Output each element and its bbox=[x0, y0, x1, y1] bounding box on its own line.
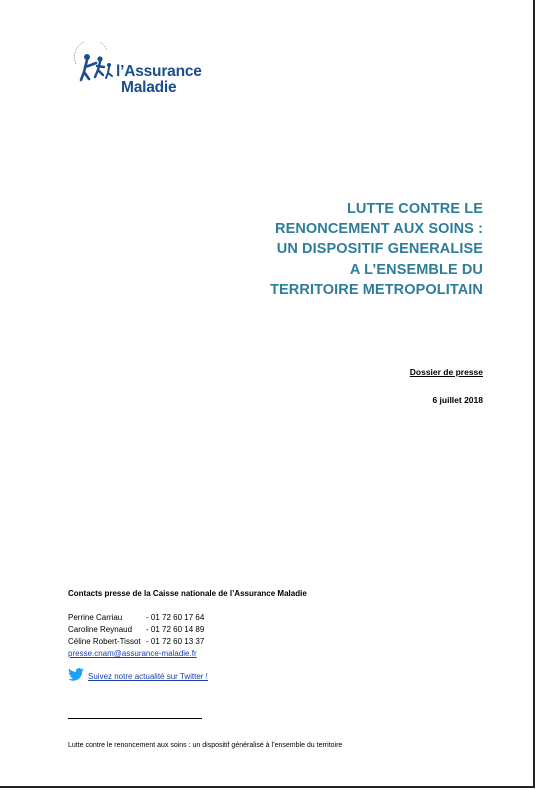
contact-phone: - 01 72 60 13 37 bbox=[146, 637, 205, 646]
footer-divider bbox=[68, 718, 202, 719]
document-kind: Dossier de presse bbox=[409, 367, 483, 377]
twitter-link[interactable]: Suivez notre actualité sur Twitter ! bbox=[88, 672, 208, 681]
title-line: TERRITOIRE METROPOLITAIN bbox=[270, 281, 483, 298]
title-line: LUTTE CONTRE LE bbox=[346, 201, 483, 217]
contact-name: Céline Robert-Tissot bbox=[68, 637, 141, 646]
contact-list bbox=[68, 612, 307, 660]
contact-phone: - 01 72 60 17 64 bbox=[146, 613, 205, 622]
contact-row bbox=[68, 636, 307, 648]
title-line: UN DISPOSITIF GENERALISE bbox=[276, 241, 483, 258]
logo-line-1: l’Assurance bbox=[116, 63, 202, 80]
title-line: RENONCEMENT AUX SOINS : bbox=[275, 221, 483, 238]
contact-name: Perrine Carriau bbox=[68, 613, 123, 622]
press-email-link[interactable]: presse.cnam@assurance-maladie.fr bbox=[68, 649, 197, 658]
logo-line-2: Maladie bbox=[121, 79, 177, 96]
document-date: 6 juillet 2018 bbox=[432, 395, 483, 405]
contacts-heading: Contacts presse de la Caisse nationale de l’Assurance Maladie bbox=[68, 589, 307, 598]
contact-row bbox=[68, 624, 307, 636]
document-title bbox=[270, 199, 483, 300]
contact-phone: - 01 72 60 14 89 bbox=[146, 625, 205, 634]
contact-row bbox=[68, 612, 307, 624]
title-line: A L’ENSEMBLE DU bbox=[349, 261, 483, 278]
footer-text: Lutte contre le renoncement aux soins : un dispositif généralisé à l’ensemble du territoire bbox=[68, 742, 343, 749]
contact-name: Caroline Reynaud bbox=[68, 625, 133, 634]
assurance-maladie-logo bbox=[73, 42, 202, 97]
twitter-bird-icon bbox=[68, 668, 84, 681]
press-contacts bbox=[68, 588, 307, 660]
